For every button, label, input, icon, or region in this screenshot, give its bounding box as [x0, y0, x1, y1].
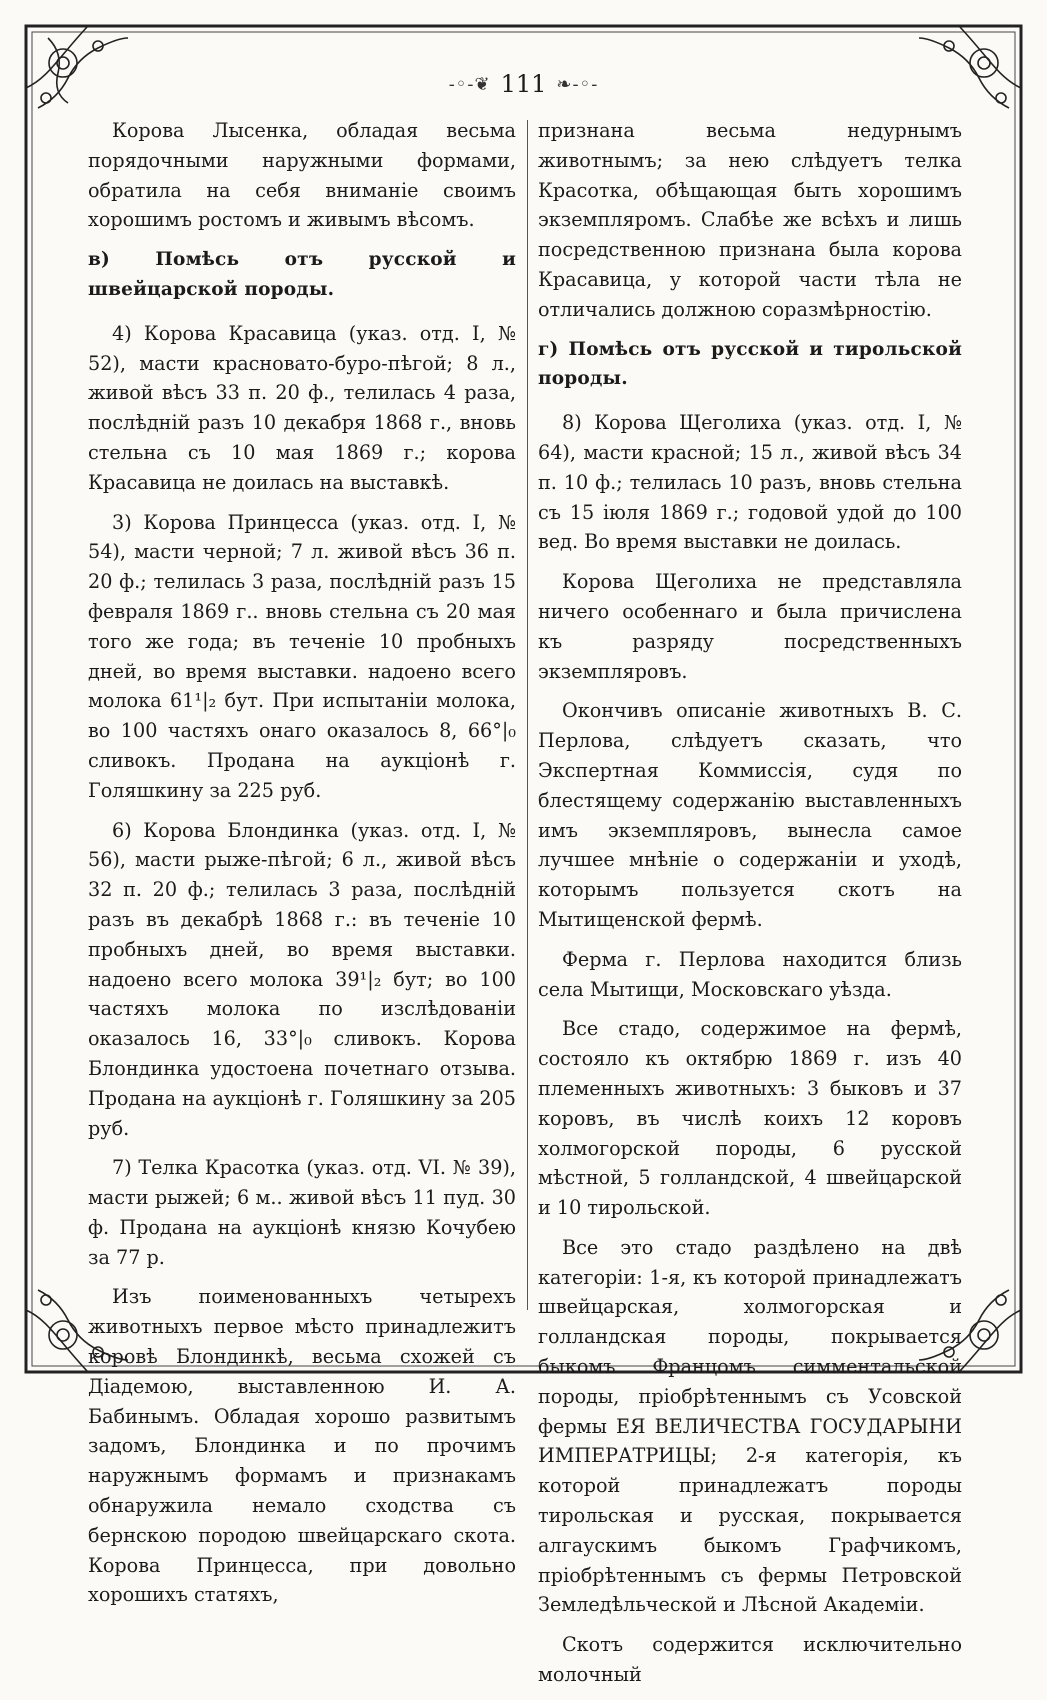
paragraph: 4) Корова Красавица (указ. отд. I, № 52), масти красновато-буро-пѣгой; 8 л., живой вѣсъ 33 п. 20 ф., телилась 4 раза, послѣдній разъ 10 декабря 1868 г., вновь стельна съ 10 мая 1869 г.; корова Красавица не доилась на выставкѣ. [88, 321, 516, 494]
page-number: 111 [500, 70, 547, 98]
paragraph: Ферма г. Перлова находится близь села Мытищи, Московскаго уѣзда. [538, 947, 962, 1001]
page-header [0, 70, 1047, 98]
paragraph: Все это стадо раздѣлено на двѣ категоріи: 1-я, къ которой принадлежатъ швейцарская, холмогорская и голландская породы, покрывается быкомъ Францомъ симментальской породы, пріобрѣтеннымъ съ Усовской фермы ЕЯ ВЕЛИЧЕСТВА ГОСУДАРЫНИ ИМПЕРАТРИЦЫ; 2-я категорія, къ которой принадлежатъ породы тирольская и русская, покрывается алгаускимъ быкомъ Графчикомъ, пріобрѣтеннымъ съ фермы Петровской Земледѣльческой и Лѣсной Академіи. [538, 1235, 962, 1617]
paragraph-continued: признана весьма недурнымъ животнымъ; за нею слѣдуетъ телка Красотка, обѣщающая быть хорошимъ экземпляромъ. Слабѣе же всѣхъ и лишь посредственною признана была корова Красавица, у которой части тѣла не отличались должною соразмѣрностію. [538, 119, 962, 321]
right-column [538, 116, 962, 1700]
paragraph: Окончивъ описаніе животныхъ В. С. Перлова, слѣдуетъ сказать, что Экспертная Коммиссія, судя по блестящему содержанію выставленныхъ имъ экземпляровъ, вынесла самое лучшее мнѣніе о содержаніи и уходѣ, которымъ пользуется скотъ на Мытищенской фермѣ. [538, 699, 962, 931]
column-divider [527, 120, 528, 1310]
header-ornament-right: ❧-◦- [556, 73, 599, 95]
header-ornament-left: -◦-❦ [448, 73, 491, 95]
paragraph: 3) Корова Принцесса (указ. отд. I, № 54), масти черной; 7 л. живой вѣсъ 36 п. 20 ф.; телилась 3 раза, послѣдній разъ 15 февраля 1869 г.. вновь стельна съ 20 мая того же года; въ теченіе 10 пробныхъ дней, во время выставки. надоено всего молока 61¹|₂ бут. При испытаніи молока, во 100 частяхъ онаго оказалось 8, 66°|₀ сливокъ. Продана на аукціонѣ г. Голяшкину за 225 руб. [88, 510, 516, 802]
paragraph: 8) Корова Щеголиха (указ. отд. I, № 64), масти красной; 15 л., живой вѣсъ 34 п. 10 ф.; телилась 10 разъ, вновь стельна съ 15 іюля 1869 г.; годовой удой до 100 вед. Во время выставки не доилась. [538, 411, 962, 554]
section-heading: в) Помѣсь отъ русской и швейцарской породы. [88, 249, 516, 300]
paragraph: Изъ поименованныхъ четырехъ животныхъ первое мѣсто принадлежитъ коровѣ Блондинкѣ, весьма схожей съ Діадемою, выставленною И. А. Бабинымъ. Обладая хорошо развитымъ задомъ, Блондинка и по прочимъ наружнымъ формамъ и признакамъ обнаружила немало сходства съ бернскою породою швейцарскаго скота. Корова Принцесса, при довольно хорошихъ статяхъ, [88, 1285, 516, 1607]
paragraph: 7) Телка Красотка (указ. отд. VI. № 39), масти рыжей; 6 м.. живой вѣсъ 11 пуд. 30 ф. Продана на аукціонѣ князю Кочубею за 77 р. [88, 1156, 516, 1269]
paragraph: Корова Щеголиха не представляла ничего особеннаго и была причислена къ разряду посредственныхъ экземпляровъ. [538, 570, 962, 683]
paragraph: Все стадо, содержимое на фермѣ, состояло къ октябрю 1869 г. изъ 40 племенныхъ животныхъ: 3 быковъ и 37 коровъ, въ числѣ коихъ 12 коровъ холмогорской породы, 6 русской мѣстной, 5 голландской, 4 швейцарской и 10 тирольской. [538, 1017, 962, 1220]
section-heading: г) Помѣсь отъ русской и тирольской породы. [538, 338, 962, 390]
paragraph: 6) Корова Блондинка (указ. отд. I, № 56), масти рыже-пѣгой; 6 л., живой вѣсъ 32 п. 20 ф.; телилась 3 раза, послѣдній разъ въ декабрѣ 1868 г.: въ теченіе 10 пробныхъ дней, во время выставки. надоено всего молока 39¹|₂ бут; во 100 частяхъ молока по изслѣдованіи оказалось 16, 33°|₀ сливокъ. Корова Блондинка удостоена почетнаго отзыва. Продана на аукціонѣ г. Голяшкину за 205 руб. [88, 818, 516, 1140]
paragraph: Скотъ содержится исключительно молочный [538, 1633, 962, 1687]
left-column [88, 116, 516, 1620]
paragraph: Корова Лысенка, обладая весьма порядочными наружными формами, обратила на себя вниманіе своимъ хорошимъ ростомъ и живымъ вѣсомъ. [88, 119, 516, 232]
